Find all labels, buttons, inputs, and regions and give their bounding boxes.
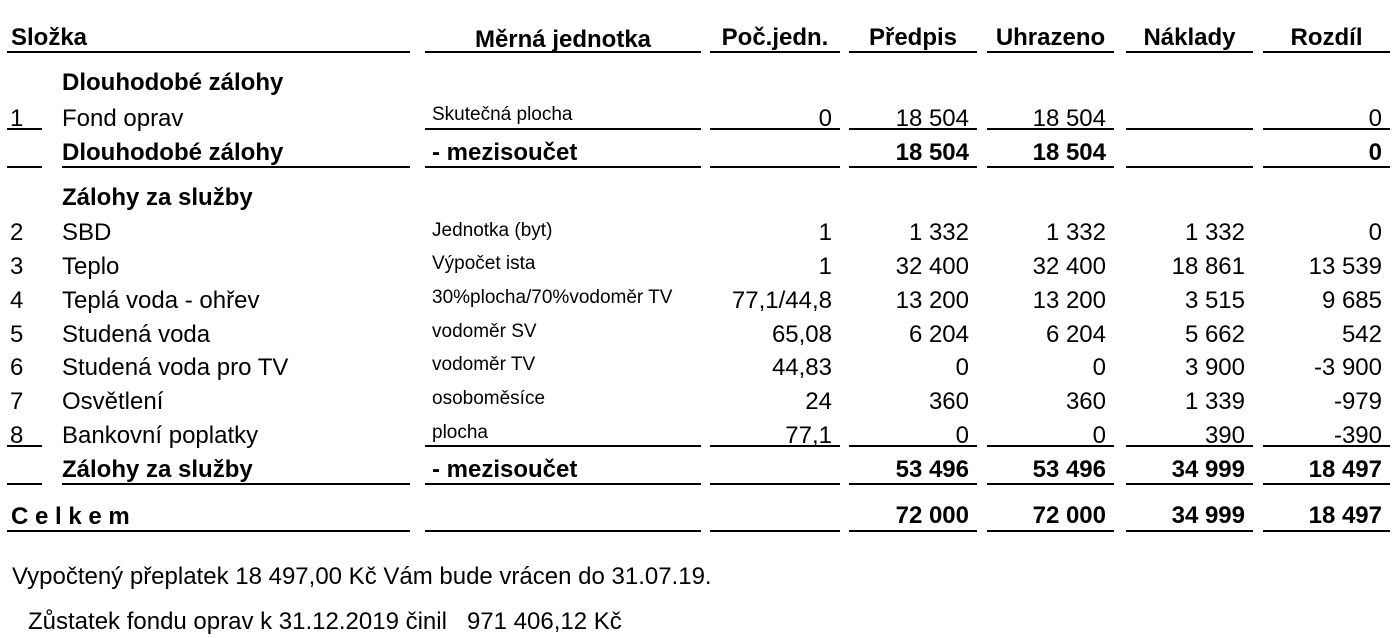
subtotal-underline (62, 483, 410, 485)
total-underline (1263, 530, 1390, 532)
row-unit: Výpočet ista (432, 253, 536, 274)
row-unit: osoboměsíce (432, 388, 546, 409)
subtotal-uhrazeno: 18 504 (1032, 139, 1106, 166)
row-naklady: 390 (1204, 422, 1245, 449)
header-naklady: Náklady (1143, 24, 1236, 51)
row-naklady: 18 861 (1171, 253, 1245, 280)
row-number: 7 (10, 388, 24, 415)
row-name: SBD (62, 219, 112, 246)
row-rozdil: 542 (1341, 321, 1382, 348)
section-title: Zálohy za služby (62, 184, 253, 211)
subtotal-underline (7, 483, 42, 485)
row-poc: 77,1 (785, 422, 832, 449)
row-uhrazeno: 32 400 (1032, 253, 1106, 280)
row-poc: 0 (818, 105, 832, 132)
row-underline (425, 128, 701, 130)
row-rozdil: -979 (1333, 388, 1382, 415)
section-title: Dlouhodobé zálohy (62, 69, 284, 96)
row-unit: 30%plocha/70%vodoměr TV (432, 287, 673, 308)
subtotal-underline (849, 483, 977, 485)
row-underline (1126, 128, 1253, 130)
subtotal-underline (62, 166, 410, 168)
subtotal-underline (987, 166, 1114, 168)
total-underline (425, 530, 701, 532)
row-number: 4 (10, 287, 24, 314)
overpayment-note: Vypočtený přeplatek 18 497,00 Kč Vám bude vrácen do 31.07.19. (12, 563, 712, 590)
row-underline (849, 445, 977, 447)
row-underline (1126, 445, 1253, 447)
total-underline (710, 530, 840, 532)
subtotal-underline (1126, 166, 1253, 168)
row-poc: 1 (818, 253, 832, 280)
row-predpis: 360 (928, 388, 969, 415)
row-uhrazeno: 6 204 (1045, 321, 1106, 348)
row-predpis: 6 204 (908, 321, 969, 348)
row-name: Studená voda pro TV (62, 354, 289, 381)
row-underline (1263, 128, 1390, 130)
subtotal-underline (425, 483, 701, 485)
subtotal-label: - mezisoučet (432, 139, 578, 166)
row-rozdil: -3 900 (1313, 354, 1382, 381)
total-underline (849, 530, 977, 532)
total-naklady: 34 999 (1171, 502, 1245, 529)
row-unit: vodoměr TV (432, 354, 536, 375)
row-name: Osvětlení (62, 388, 164, 415)
subtotal-rozdil: 0 (1368, 139, 1382, 166)
header-underline (849, 51, 977, 53)
header-slozka: Složka (11, 24, 88, 51)
row-rozdil: 9 685 (1321, 287, 1382, 314)
subtotal-naklady: 34 999 (1171, 456, 1245, 483)
total-underline (987, 530, 1114, 532)
subtotal-underline (1263, 483, 1390, 485)
row-predpis: 0 (955, 422, 969, 449)
total-predpis: 72 000 (895, 502, 969, 529)
total-label: C e l k e m (11, 503, 130, 530)
row-predpis: 32 400 (895, 253, 969, 280)
row-poc: 44,83 (771, 354, 832, 381)
row-underline (849, 128, 977, 130)
row-poc: 1 (818, 219, 832, 246)
row-number: 2 (10, 219, 24, 246)
row-name: Teplo (62, 253, 120, 280)
subtotal-predpis: 18 504 (895, 139, 969, 166)
header-underline (1263, 51, 1390, 53)
header-underline (987, 51, 1114, 53)
header-merna-jednotka: Měrná jednotka (474, 26, 652, 53)
total-rozdil: 18 497 (1308, 502, 1382, 529)
row-predpis: 18 504 (895, 105, 969, 132)
subtotal-label: - mezisoučet (432, 456, 578, 483)
header-rozdil: Rozdíl (1290, 24, 1363, 51)
row-number: 3 (10, 253, 24, 280)
row-unit: Jednotka (byt) (432, 220, 553, 241)
subtotal-underline (849, 166, 977, 168)
row-uhrazeno: 0 (1092, 354, 1106, 381)
subtotal-underline (1126, 483, 1253, 485)
row-rozdil: 0 (1368, 105, 1382, 132)
row-rozdil: -390 (1333, 422, 1382, 449)
row-naklady: 3 515 (1184, 287, 1245, 314)
subtotal-underline (7, 166, 42, 168)
row-underline (710, 445, 840, 447)
header-underline (710, 51, 840, 53)
header-predpis: Předpis (868, 24, 958, 51)
total-underline (7, 530, 410, 532)
row-unit: plocha (432, 422, 488, 443)
row-predpis: 13 200 (895, 287, 969, 314)
row-uhrazeno: 0 (1092, 422, 1106, 449)
row-poc: 77,1/44,8 (731, 287, 832, 314)
subtotal-underline (1263, 166, 1390, 168)
repair-fund-balance-note: Zůstatek fondu oprav k 31.12.2019 činil 971 406,12 Kč (28, 608, 622, 635)
total-underline (1126, 530, 1253, 532)
row-predpis: 0 (955, 354, 969, 381)
row-predpis: 1 332 (908, 219, 969, 246)
row-name: Teplá voda - ohřev (62, 287, 260, 314)
subtotal-name: Zálohy za služby (62, 456, 253, 483)
row-name: Bankovní poplatky (62, 422, 259, 449)
header-poc-jedn: Poč.jedn. (721, 24, 829, 51)
row-underline (987, 445, 1114, 447)
row-name: Fond oprav (62, 105, 184, 132)
row-underline (425, 445, 701, 447)
row-naklady: 3 900 (1184, 354, 1245, 381)
subtotal-underline (987, 483, 1114, 485)
row-poc: 24 (805, 388, 832, 415)
header-underline (1126, 51, 1253, 53)
row-underline (7, 445, 42, 447)
row-unit: Skutečná plocha (432, 104, 573, 125)
subtotal-rozdil: 18 497 (1308, 456, 1382, 483)
row-uhrazeno: 1 332 (1045, 219, 1106, 246)
subtotal-underline (425, 166, 701, 168)
row-underline (710, 128, 840, 130)
subtotal-predpis: 53 496 (895, 456, 969, 483)
row-underline (1263, 445, 1390, 447)
subtotal-name: Dlouhodobé zálohy (62, 139, 284, 166)
row-naklady: 5 662 (1184, 321, 1245, 348)
row-number: 5 (10, 321, 24, 348)
row-rozdil: 0 (1368, 219, 1382, 246)
subtotal-uhrazeno: 53 496 (1032, 456, 1106, 483)
row-unit: vodoměr SV (432, 321, 537, 342)
row-number: 8 (10, 422, 24, 449)
row-number: 1 (10, 105, 24, 132)
row-underline (987, 128, 1114, 130)
header-underline (7, 51, 410, 53)
row-naklady: 1 339 (1184, 388, 1245, 415)
header-uhrazeno: Uhrazeno (995, 24, 1106, 51)
subtotal-underline (710, 166, 840, 168)
row-uhrazeno: 13 200 (1032, 287, 1106, 314)
subtotal-underline (710, 483, 840, 485)
total-uhrazeno: 72 000 (1032, 502, 1106, 529)
row-name: Studená voda (62, 321, 211, 348)
row-uhrazeno: 18 504 (1032, 105, 1106, 132)
row-rozdil: 13 539 (1308, 253, 1382, 280)
row-uhrazeno: 360 (1065, 388, 1106, 415)
row-poc: 65,08 (771, 321, 832, 348)
row-naklady: 1 332 (1184, 219, 1245, 246)
row-underline (7, 128, 42, 130)
row-number: 6 (10, 354, 24, 381)
header-underline (425, 51, 701, 53)
